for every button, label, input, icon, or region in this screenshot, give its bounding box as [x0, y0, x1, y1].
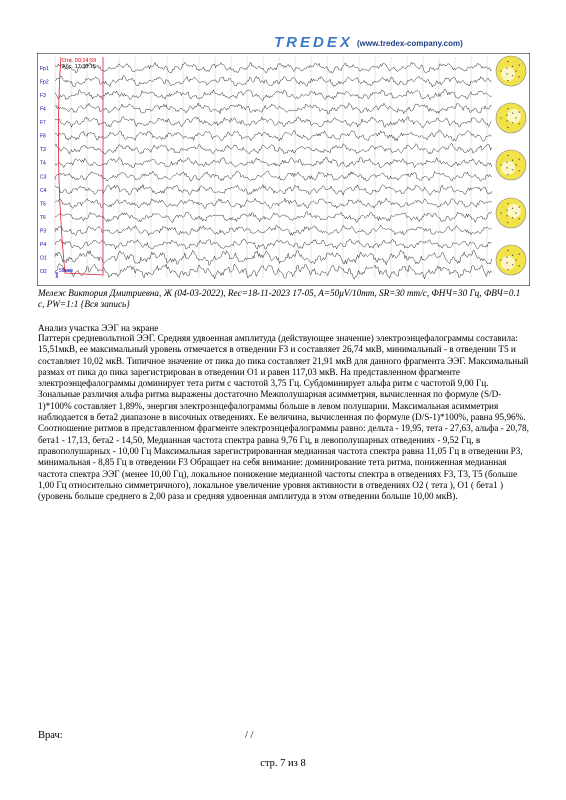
marker-top-time: Отв. 00:24:59 — [62, 58, 97, 64]
marker-bottom-time: Абс. 17:30:15 — [62, 64, 96, 70]
channel-label: F7 — [40, 120, 46, 127]
channel-label: F4 — [40, 106, 46, 113]
channel-label: F3 — [40, 92, 46, 99]
doctor-label: Врач: — [38, 730, 63, 741]
eeg-recording-panel — [37, 53, 530, 286]
channel-label: T3 — [40, 147, 46, 154]
channel-label: Fp2 — [40, 79, 49, 86]
eeg-traces — [37, 53, 530, 286]
channel-label: T6 — [40, 214, 46, 221]
channel-label: Fp1 — [40, 65, 49, 72]
analysis-title: Анализ участка ЭЭГ на экране — [38, 323, 159, 333]
channel-label: F8 — [40, 133, 46, 140]
analysis-text: Паттерн средневольтной ЭЭГ. Средняя удвоенная амплитуда (действующее значение) электроэнцефалограммы составила: 15,51мкВ, ее максимальный уровень отмечается в отведении F3 и составляет 26,74 мкВ, минимальный - в отведении T5 и составляет 10,02 мкВ. Типичное значение от пика до пика составляет 21,91 мкВ для данного фрагмента ЭЭГ. Максимальный размах от пика до пика зарегистрирован в отведении O1 и равен 117,03 мкВ. На представленном фрагменте электроэнцефалограммы доминирует тета ритм с частотой 3,75 Гц. Субдоминирует альфа ритм с частотой 9,00 Гц. Зональные различия альфа ритма выражены достаточно Межполушарная асимметрия, вычисленная по формуле (S/D-1)*100% составляет 1,89%, энергия электроэнцефалограммы больше в левом полушарии. Максимальная асимметрия наблюдается в бета2 диапазоне в височных отведениях. Ее величина, вычисленная по формуле (D/S-1)*100%, равна 95,96%. Соотношение ритмов в представленном фрагменте электроэнцефалограммы равно: дельта - 19,95, тета - 27,63, альфа - 20,78, бета1 - 17,13, бета2 - 14,50, Медианная частота спектра равна 9,76 Гц, в левополушарных отведениях - 9,52 Гц, в правополушарных - 10,00 Гц Максимальная зарегистрированная медианная частота спектра равна 11,05 Гц в отведении P3, минимальная - 8,85 Гц в отведении F3 Обращает на себя внимание: доминирование тета ритма, пониженная медианная частота спектра ЭЭГ (менее 10,00 Гц), локальное понижение медианной частоты спектра в отведениях F3, T3, T5 (больше 1,00 Гц относительно симметричного), локальное увеличение уровня активности в отведениях O2 ( тета ), O1 ( бета1 ) (уровень больше среднего в 2,00 раза и средняя удвоенная амплитуда в этом отведении больше 10,00 мкВ). — [38, 333, 529, 502]
channel-label: P3 — [40, 228, 47, 235]
doctor-signature-field: / / — [245, 730, 254, 741]
channel-label: O2 — [40, 269, 47, 276]
head-map — [496, 56, 526, 86]
head-map — [496, 150, 526, 180]
channel-label: O1 — [40, 255, 47, 262]
recording-caption: Мележ Виктория Дмитриевна, Ж (04-03-2022), Rec=18-11-2023 17-05, A=50μV/10mm, SR=30 mm/c, ФНЧ=30 Гц, ФВЧ=0.1 c, PW=1:1 {Вся запись} — [38, 288, 521, 309]
channel-label: C3 — [40, 174, 47, 181]
head-map — [496, 198, 526, 228]
tredex-logo — [274, 34, 484, 52]
channel-label: T4 — [40, 160, 46, 167]
head-map — [496, 103, 526, 133]
channel-label: T5 — [40, 201, 46, 208]
page-number: стр. 7 из 8 — [260, 758, 306, 769]
head-map — [496, 245, 526, 275]
channel-label: P4 — [40, 242, 47, 249]
scale-label: 50мкв — [59, 268, 73, 274]
channel-label: C4 — [40, 187, 47, 194]
logo-url: (www.tredex-company.com) — [357, 39, 463, 48]
logo-brand: TREDEX — [274, 34, 353, 51]
